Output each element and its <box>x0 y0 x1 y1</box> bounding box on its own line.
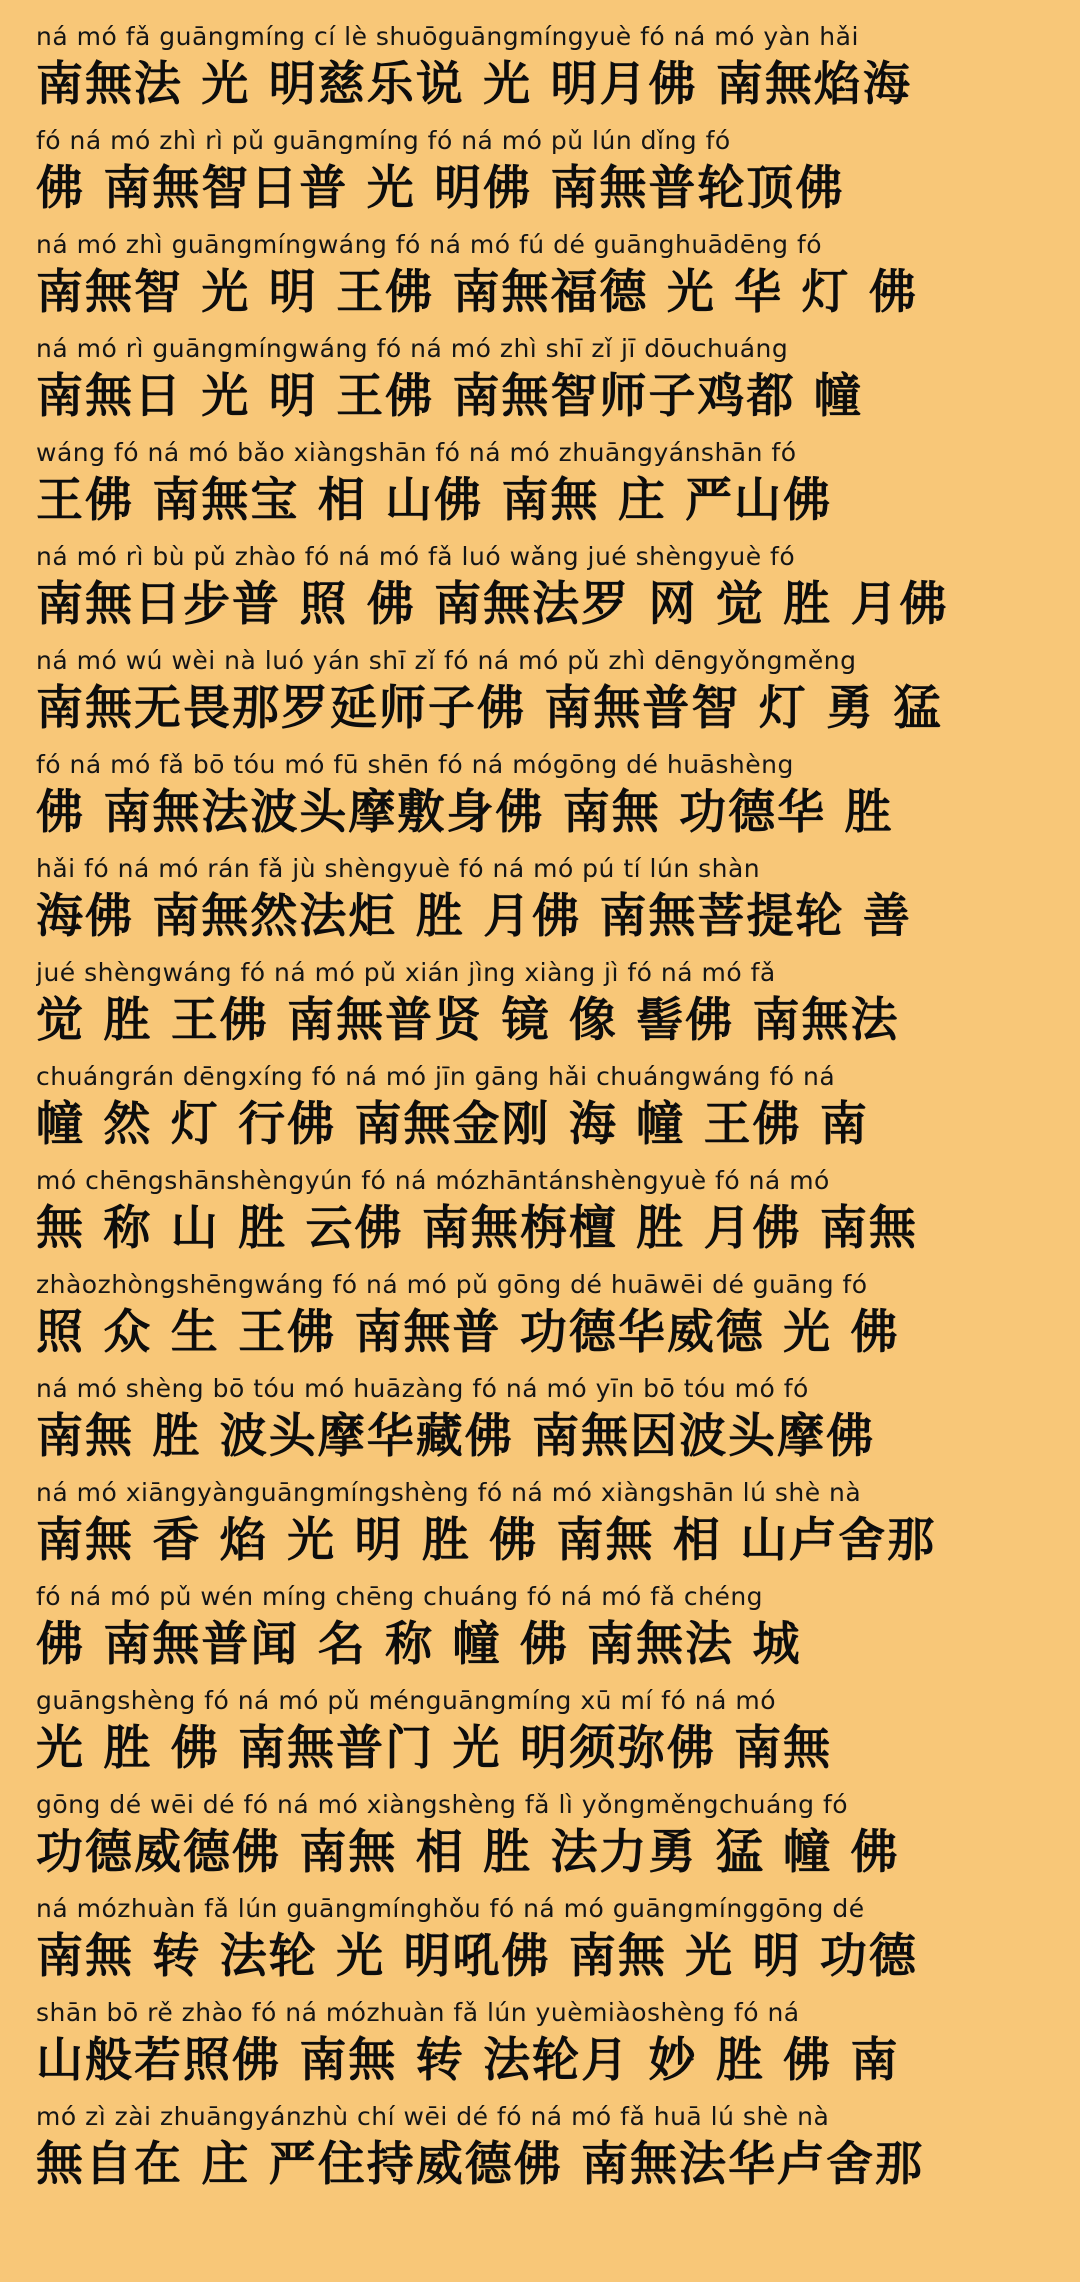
text-line <box>36 1268 1044 1372</box>
pinyin-annotation: guāngshèng fó ná mó pǔ ménguāngmíng xū mí fó ná mó <box>36 1686 776 1715</box>
pinyin-annotation: fó ná mó pǔ wén míng chēng chuáng fó ná mó fǎ chéng <box>36 1582 764 1611</box>
chinese-text: 王佛 南無宝 相 山佛 南無 庄 严山佛 <box>36 473 833 528</box>
pinyin-annotation: mó chēngshānshèngyún fó ná mózhāntánshèngyuè fó ná mó <box>36 1166 830 1195</box>
pinyin-annotation: chuángrán dēngxíng fó ná mó jīn gāng hǎi chuángwáng fó ná <box>36 1062 836 1091</box>
chinese-text: 南無 胜 波头摩华藏佛 南無因波头摩佛 <box>36 1409 876 1464</box>
pinyin-annotation: zhàozhòngshēngwáng fó ná mó pǔ gōng dé huāwēi dé guāng fó <box>36 1270 868 1299</box>
text-line <box>36 1788 1044 1892</box>
pinyin-annotation: ná mó wú wèi nà luó yán shī zǐ fó ná mó pǔ zhì dēngyǒngměng <box>36 646 857 675</box>
text-line <box>36 2100 1044 2204</box>
text-line <box>36 1476 1044 1580</box>
pinyin-annotation: ná mózhuàn fǎ lún guāngmínghǒu fó ná mó guāngmínggōng dé <box>36 1894 865 1923</box>
pinyin-annotation: ná mó rì bù pǔ zhào fó ná mó fǎ luó wǎng jué shèngyuè fó <box>36 542 796 571</box>
chinese-text: 南無日 光 明 王佛 南無智师子鸡都 幢 <box>36 369 863 424</box>
pinyin-annotation: gōng dé wēi dé fó ná mó xiàngshèng fǎ lì yǒngměngchuáng fó <box>36 1790 849 1819</box>
chinese-text: 南無 香 焰 光 明 胜 佛 南無 相 山卢舍那 <box>36 1513 937 1568</box>
text-line <box>36 540 1044 644</box>
text-line <box>36 644 1044 748</box>
pinyin-annotation: fó ná mó fǎ bō tóu mó fū shēn fó ná mógōng dé huāshèng <box>36 750 794 779</box>
chinese-text: 南無 转 法轮 光 明吼佛 南無 光 明 功德 <box>36 1929 918 1984</box>
chinese-text: 佛 南無法波头摩敷身佛 南無 功德华 胜 <box>36 785 894 840</box>
pinyin-annotation: ná mó shèng bō tóu mó huāzàng fó ná mó yīn bō tóu mó fó <box>36 1374 809 1403</box>
text-line <box>36 1372 1044 1476</box>
text-line <box>36 1892 1044 1996</box>
pinyin-annotation: jué shèngwáng fó ná mó pǔ xián jìng xiàng jì fó ná mó fǎ <box>36 958 776 987</box>
text-line <box>36 436 1044 540</box>
chinese-text: 南無日步普 照 佛 南無法罗 网 觉 胜 月佛 <box>36 577 949 632</box>
text-line <box>36 1996 1044 2100</box>
text-line <box>36 748 1044 852</box>
chinese-text: 幢 然 灯 行佛 南無金刚 海 幢 王佛 南 <box>36 1097 869 1152</box>
chinese-text: 山般若照佛 南無 转 法轮月 妙 胜 佛 南 <box>36 2033 900 2088</box>
chinese-text: 佛 南無普闻 名 称 幢 佛 南無法 城 <box>36 1617 802 1672</box>
chinese-text: 照 众 生 王佛 南無普 功德华威德 光 佛 <box>36 1305 900 1360</box>
chinese-text: 光 胜 佛 南無普门 光 明须弥佛 南無 <box>36 1721 833 1776</box>
text-line <box>36 1684 1044 1788</box>
text-line <box>36 1580 1044 1684</box>
chinese-text: 觉 胜 王佛 南無普贤 镜 像 髻佛 南無法 <box>36 993 900 1048</box>
chinese-text: 南無法 光 明慈乐说 光 明月佛 南無焰海 <box>36 57 912 112</box>
chinese-text: 功德威德佛 南無 相 胜 法力勇 猛 幢 佛 <box>36 1825 900 1880</box>
pinyin-annotation: mó zì zài zhuāngyánzhù chí wēi dé fó ná mó fǎ huā lú shè nà <box>36 2102 830 2131</box>
pinyin-annotation: ná mó rì guāngmíngwáng fó ná mó zhì shī zǐ jī dōuchuáng <box>36 334 789 363</box>
text-line <box>36 332 1044 436</box>
pinyin-annotation: hǎi fó ná mó rán fǎ jù shèngyuè fó ná mó pú tí lún shàn <box>36 854 761 883</box>
pinyin-annotation: wáng fó ná mó bǎo xiàngshān fó ná mó zhuāngyánshān fó <box>36 438 797 467</box>
pinyin-annotation: ná mó zhì guāngmíngwáng fó ná mó fú dé guānghuādēng fó <box>36 230 823 259</box>
text-line <box>36 956 1044 1060</box>
text-line <box>36 124 1044 228</box>
text-line <box>36 1164 1044 1268</box>
chinese-text: 南無智 光 明 王佛 南無福德 光 华 灯 佛 <box>36 265 918 320</box>
chinese-text: 無自在 庄 严住持威德佛 南無法华卢舍那 <box>36 2137 925 2192</box>
text-line <box>36 1060 1044 1164</box>
text-line <box>36 20 1044 124</box>
text-line <box>36 852 1044 956</box>
pinyin-annotation: shān bō rě zhào fó ná mózhuàn fǎ lún yuèmiàoshèng fó ná <box>36 1998 800 2027</box>
chinese-text: 海佛 南無然法炬 胜 月佛 南無菩提轮 善 <box>36 889 912 944</box>
pinyin-annotation: ná mó fǎ guāngmíng cí lè shuōguāngmíngyuè fó ná mó yàn hǎi <box>36 22 859 51</box>
chinese-text: 無 称 山 胜 云佛 南無栴檀 胜 月佛 南無 <box>36 1201 918 1256</box>
pinyin-annotation: ná mó xiāngyànguāngmíngshèng fó ná mó xiàngshān lú shè nà <box>36 1478 862 1507</box>
chinese-text: 佛 南無智日普 光 明佛 南無普轮顶佛 <box>36 161 845 216</box>
pinyin-annotation: fó ná mó zhì rì pǔ guāngmíng fó ná mó pǔ lún dǐng fó <box>36 126 731 155</box>
chinese-text: 南無无畏那罗延师子佛 南無普智 灯 勇 猛 <box>36 681 943 736</box>
text-line <box>36 228 1044 332</box>
